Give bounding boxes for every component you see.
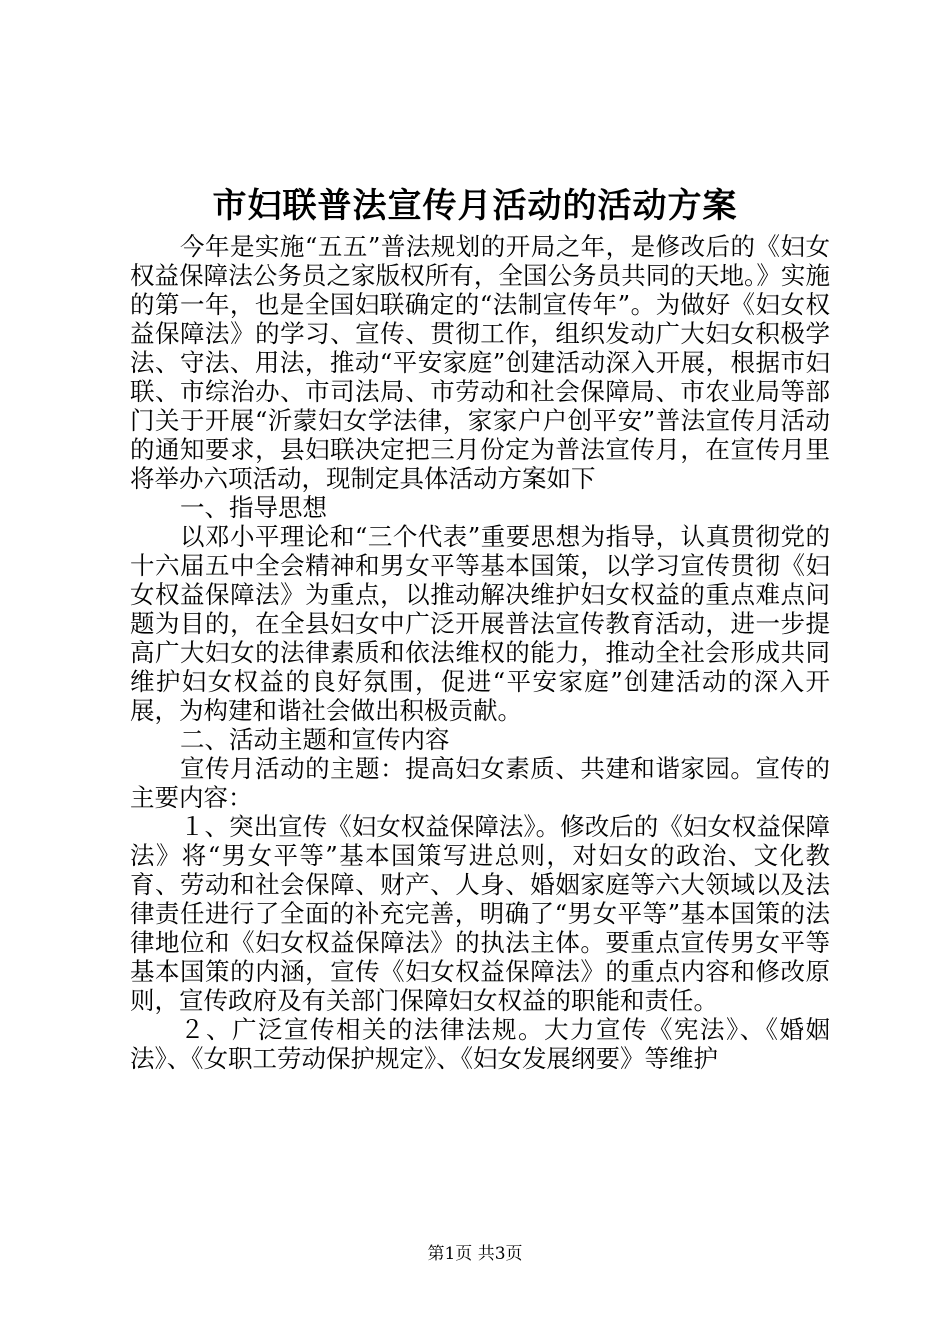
paragraph-item-1: １、突出宣传《妇女权益保障法》。修改后的《妇女权益保障法》将“男女平等”基本国策写进总则，对妇女的政治、文化教育、劳动和社会保障、财产、人身、婚姻家庭等六大领域以及法律责任进行了全面的补充完善，明确了“男女平等”基本国策的法律地位和《妇女权益保障法》的执法主体。要重点宣传男女平等基本国策的内涵，宣传《妇女权益保障法》的重点内容和修改原则，宣传政府及有关部门保障妇女权益的职能和责任。: [130, 812, 830, 1015]
document-body: [130, 232, 830, 1073]
paragraph-guiding-ideology: 以邓小平理论和“三个代表”重要思想为指导，认真贯彻党的十六届五中全会精神和男女平等基本国策，以学习宣传贯彻《妇女权益保障法》为重点，以推动解决维护妇女权益的重点难点问题为目的，在全县妇女中广泛开展普法宣传教育活动，进一步提高广大妇女的法律素质和依法维权的能力，推动全社会形成共同维护妇女权益的良好氛围，促进“平安家庭”创建活动的深入开展，为构建和谐社会做出积极贡献。: [130, 522, 830, 725]
heading-guiding-ideology: 一、指导思想: [180, 493, 327, 522]
page-footer: 第1页 共3页: [427, 1244, 523, 1264]
paragraph-item-2: ２、广泛宣传相关的法律法规。大力宣传《宪法》、《婚姻法》、《女职工劳动保护规定》、《妇女发展纲要》等维护: [130, 1015, 830, 1073]
paragraph-intro: 今年是实施“五五”普法规划的开局之年，是修改后的《妇女权益保障法公务员之家版权所有，全国公务员共同的天地。》实施的第一年，也是全国妇联确定的“法制宣传年”。为做好《妇女权益保障法》的学习、宣传、贯彻工作，组织发动广大妇女积极学法、守法、用法，推动“平安家庭”创建活动深入开展，根据市妇联、市综治办、市司法局、市劳动和社会保障局、市农业局等部门关于开展“沂蒙妇女学法律，家家户户创平安”普法宣传月活动的通知要求，县妇联决定把三月份定为普法宣传月，在宣传月里将举办六项活动，现制定具体活动方案如下: [130, 232, 830, 493]
document-title: 市妇联普法宣传月活动的活动方案: [212, 186, 738, 226]
heading-theme-and-content: 二、活动主题和宣传内容: [180, 725, 450, 754]
paragraph-theme: 宣传月活动的主题：提高妇女素质、共建和谐家园。宣传的主要内容：: [130, 754, 830, 812]
